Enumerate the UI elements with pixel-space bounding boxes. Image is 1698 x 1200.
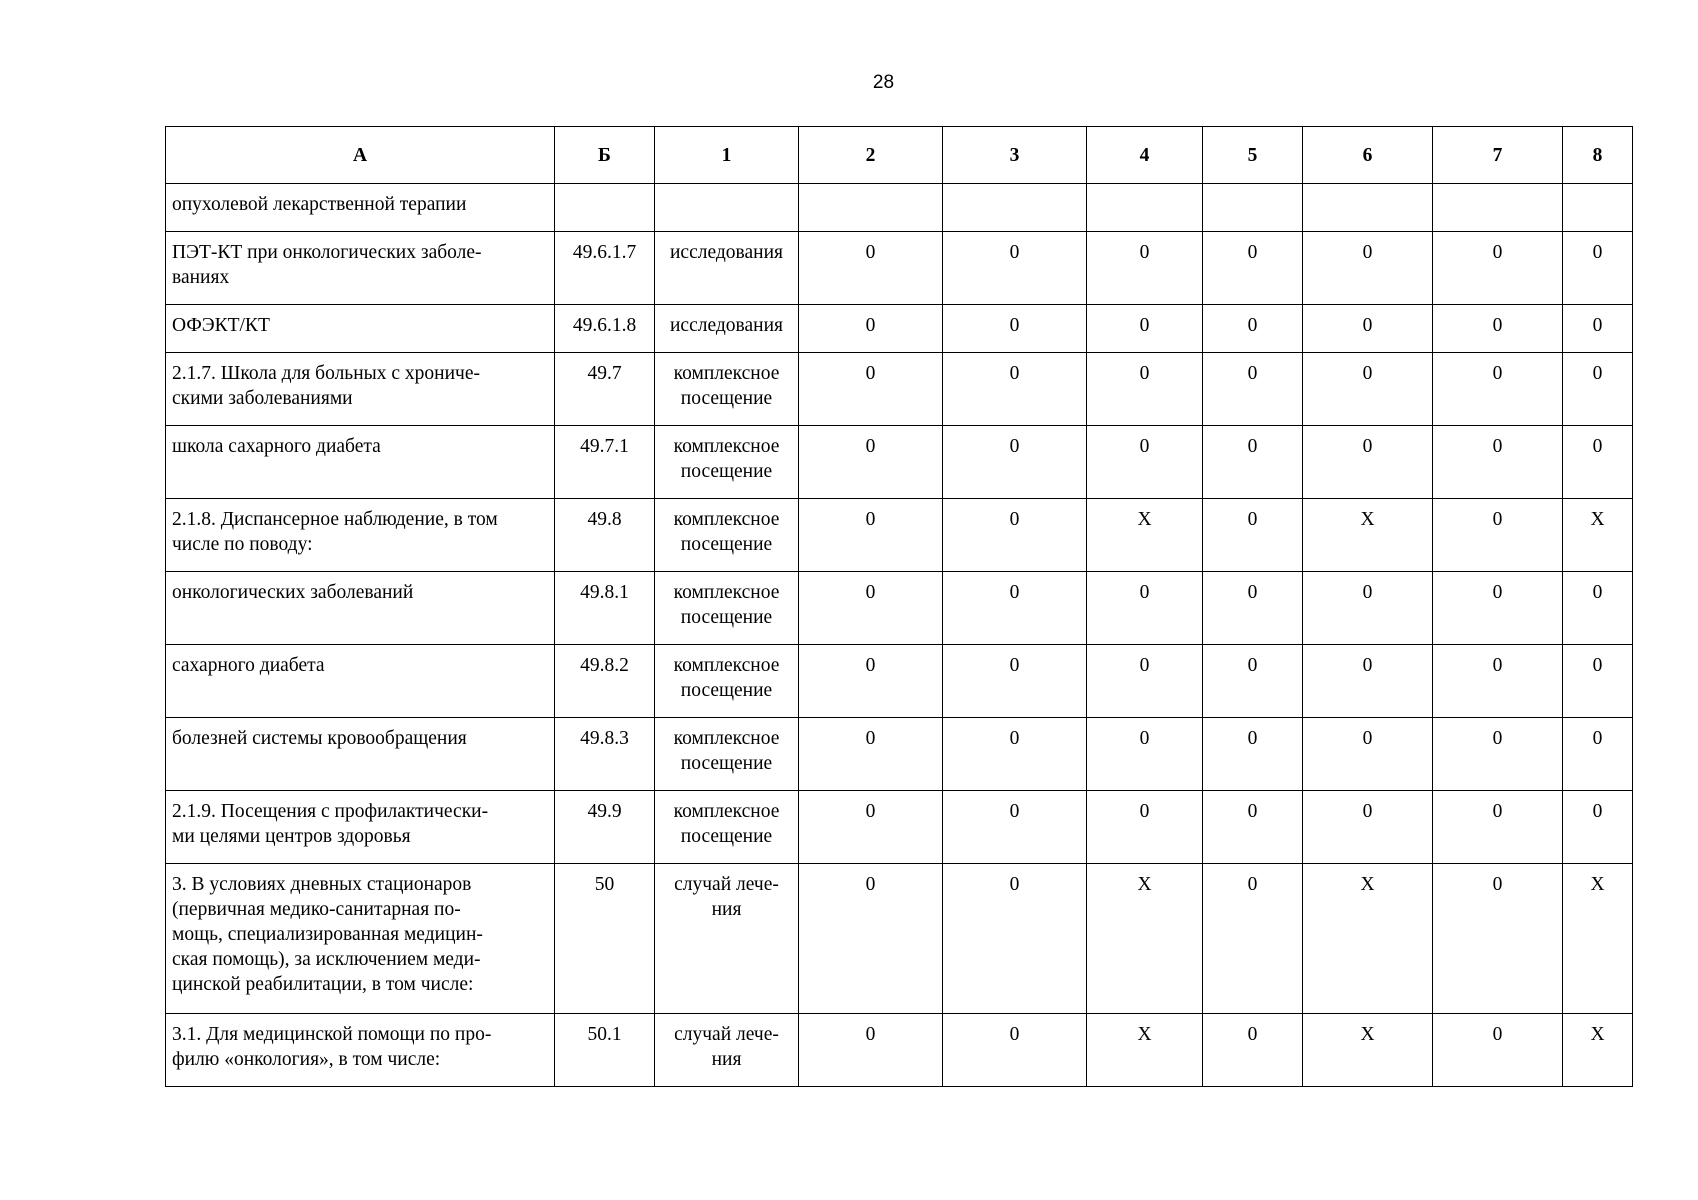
row-value-cell: 0 [943, 645, 1087, 718]
row-value-cell: X [1563, 499, 1633, 572]
table-row [166, 426, 1633, 499]
row-value-cell: 0 [1433, 426, 1563, 499]
row-value-cell: 0 [1433, 572, 1563, 645]
column-header: 8 [1563, 127, 1633, 184]
row-name-line: опухолевой лекарственной терапии [172, 194, 467, 215]
row-name-cell [166, 305, 555, 353]
row-value-cell [1303, 184, 1433, 232]
row-unit-line: посещение [680, 680, 773, 701]
row-unit-cell [655, 645, 799, 718]
row-value-cell: 0 [943, 232, 1087, 305]
table-row [166, 645, 1633, 718]
row-unit-line: случай лече- [674, 874, 779, 895]
row-unit-cell [655, 499, 799, 572]
row-value-cell: 0 [1203, 305, 1303, 353]
column-header: 2 [799, 127, 943, 184]
row-unit-cell [655, 353, 799, 426]
row-value-cell: 0 [1303, 572, 1433, 645]
row-name-cell [166, 232, 555, 305]
row-name-line: мощь, специализированная медицин- [172, 924, 483, 945]
row-value-cell: 0 [1203, 426, 1303, 499]
row-unit-line: комплексное [673, 582, 780, 603]
row-value-cell: 0 [1087, 232, 1203, 305]
row-unit-line: посещение [680, 534, 773, 555]
row-unit-line: посещение [680, 388, 773, 409]
row-name-line: числе по поводу: [172, 534, 313, 555]
row-value-cell: 0 [943, 718, 1087, 791]
column-header: 5 [1203, 127, 1303, 184]
row-value-cell: 0 [1433, 864, 1563, 1014]
row-name-cell [166, 645, 555, 718]
row-unit-line: посещение [680, 753, 773, 774]
row-value-cell: 0 [943, 499, 1087, 572]
column-header: 4 [1087, 127, 1203, 184]
row-value-cell [1087, 184, 1203, 232]
table-row [166, 791, 1633, 864]
row-unit-line: посещение [680, 461, 773, 482]
row-unit-cell [655, 305, 799, 353]
row-value-cell: 0 [799, 1014, 943, 1087]
row-code-cell: 49.8 [555, 499, 655, 572]
row-name-cell [166, 184, 555, 232]
row-value-cell: 0 [799, 353, 943, 426]
row-name-line: ми целями центров здоровья [172, 826, 411, 847]
row-value-cell: 0 [1563, 426, 1633, 499]
row-name-cell [166, 572, 555, 645]
row-unit-cell [655, 791, 799, 864]
row-name-cell [166, 718, 555, 791]
row-unit-line: посещение [680, 826, 773, 847]
row-value-cell: X [1087, 864, 1203, 1014]
row-name-line: скими заболеваниями [172, 388, 353, 409]
row-value-cell: 0 [943, 1014, 1087, 1087]
row-value-cell: X [1087, 1014, 1203, 1087]
table-row [166, 718, 1633, 791]
row-value-cell: 0 [1303, 305, 1433, 353]
row-value-cell: 0 [1303, 232, 1433, 305]
row-value-cell: 0 [1303, 718, 1433, 791]
row-name-line: 3. В условиях дневных стационаров [172, 874, 472, 895]
row-name-line: филю «онкология», в том числе: [172, 1049, 441, 1070]
row-value-cell: 0 [1303, 791, 1433, 864]
row-value-cell: X [1563, 864, 1633, 1014]
row-unit-cell [655, 718, 799, 791]
row-unit-line: случай лече- [674, 1024, 779, 1045]
row-value-cell: 0 [1563, 353, 1633, 426]
row-value-cell: 0 [943, 791, 1087, 864]
row-value-cell: 0 [1087, 426, 1203, 499]
row-name-cell [166, 1014, 555, 1087]
row-value-cell: 0 [799, 426, 943, 499]
row-value-cell: 0 [1087, 791, 1203, 864]
row-value-cell: 0 [1203, 353, 1303, 426]
column-header: А [166, 127, 555, 184]
row-code-cell [555, 184, 655, 232]
row-value-cell: 0 [1203, 1014, 1303, 1087]
data-table [165, 126, 1633, 1087]
row-unit-line: ния [711, 899, 742, 920]
row-value-cell: 0 [1203, 572, 1303, 645]
row-name-line: сахарного диабета [172, 655, 325, 676]
row-code-cell: 49.8.2 [555, 645, 655, 718]
row-value-cell [943, 184, 1087, 232]
row-unit-cell [655, 572, 799, 645]
row-unit-line: комплексное [673, 801, 780, 822]
row-code-cell: 49.6.1.7 [555, 232, 655, 305]
row-value-cell: 0 [1563, 645, 1633, 718]
table-row [166, 572, 1633, 645]
table-row [166, 184, 1633, 232]
row-code-cell: 49.7.1 [555, 426, 655, 499]
row-unit-cell [655, 864, 799, 1014]
row-value-cell: 0 [1563, 572, 1633, 645]
row-value-cell: X [1563, 1014, 1633, 1087]
row-value-cell: 0 [1433, 645, 1563, 718]
row-code-cell: 50.1 [555, 1014, 655, 1087]
row-value-cell [1203, 184, 1303, 232]
row-name-line: 2.1.9. Посещения с профилактически- [172, 801, 489, 822]
row-name-cell [166, 499, 555, 572]
row-unit-cell [655, 426, 799, 499]
row-unit-cell [655, 232, 799, 305]
row-value-cell: 0 [799, 718, 943, 791]
row-value-cell: 0 [1433, 232, 1563, 305]
row-value-cell: 0 [799, 645, 943, 718]
row-value-cell: 0 [1203, 645, 1303, 718]
row-value-cell [1563, 184, 1633, 232]
table-row [166, 232, 1633, 305]
row-name-line: онкологических заболеваний [172, 582, 414, 603]
row-code-cell: 49.7 [555, 353, 655, 426]
row-value-cell: X [1303, 499, 1433, 572]
row-value-cell: 0 [1303, 353, 1433, 426]
row-code-cell: 49.8.3 [555, 718, 655, 791]
row-name-line: ваниях [172, 267, 230, 288]
row-value-cell: 0 [1433, 718, 1563, 791]
table-row [166, 305, 1633, 353]
row-value-cell: 0 [1203, 499, 1303, 572]
row-value-cell: 0 [1433, 1014, 1563, 1087]
column-header: 6 [1303, 127, 1433, 184]
row-value-cell [799, 184, 943, 232]
row-value-cell: 0 [943, 572, 1087, 645]
row-value-cell: 0 [1433, 499, 1563, 572]
row-name-line: цинской реабилитации, в том числе: [172, 974, 474, 995]
column-header: 1 [655, 127, 799, 184]
row-unit-line: комплексное [673, 728, 780, 749]
table-body [166, 184, 1633, 1087]
row-value-cell: 0 [1203, 232, 1303, 305]
table-row [166, 1014, 1633, 1087]
row-unit-line: ния [711, 1049, 742, 1070]
row-value-cell: 0 [1303, 426, 1433, 499]
row-value-cell: 0 [1563, 232, 1633, 305]
row-value-cell: 0 [799, 232, 943, 305]
row-value-cell: 0 [799, 864, 943, 1014]
row-code-cell: 49.8.1 [555, 572, 655, 645]
row-name-cell [166, 426, 555, 499]
row-value-cell: 0 [1203, 791, 1303, 864]
column-header: Б [555, 127, 655, 184]
row-value-cell: 0 [1563, 791, 1633, 864]
row-value-cell: 0 [1087, 305, 1203, 353]
row-name-cell [166, 864, 555, 1014]
table-row [166, 864, 1633, 1014]
row-value-cell: 0 [1303, 645, 1433, 718]
row-value-cell: 0 [943, 864, 1087, 1014]
row-unit-line: комплексное [673, 363, 780, 384]
row-name-line: ОФЭКТ/КТ [172, 315, 270, 336]
table-row [166, 499, 1633, 572]
row-value-cell: 0 [1433, 353, 1563, 426]
row-value-cell: 0 [1433, 791, 1563, 864]
row-name-cell [166, 353, 555, 426]
row-code-cell: 49.9 [555, 791, 655, 864]
row-value-cell [1433, 184, 1563, 232]
row-value-cell: 0 [1087, 572, 1203, 645]
row-unit-line: исследования [670, 315, 783, 336]
row-value-cell: X [1303, 864, 1433, 1014]
row-unit-line: комплексное [673, 655, 780, 676]
row-unit-cell [655, 1014, 799, 1087]
row-value-cell: 0 [799, 305, 943, 353]
row-unit-line: посещение [680, 607, 773, 628]
row-unit-line: исследования [670, 242, 783, 263]
row-value-cell: 0 [1087, 353, 1203, 426]
row-name-line: (первичная медико-санитарная по- [172, 899, 461, 920]
column-header: 3 [943, 127, 1087, 184]
row-name-cell [166, 791, 555, 864]
row-unit-line: комплексное [673, 436, 780, 457]
row-value-cell: 0 [1563, 718, 1633, 791]
row-value-cell: 0 [943, 305, 1087, 353]
column-header: 7 [1433, 127, 1563, 184]
row-value-cell: 0 [1433, 305, 1563, 353]
row-value-cell: 0 [1203, 718, 1303, 791]
row-value-cell: X [1087, 499, 1203, 572]
row-name-line: школа сахарного диабета [172, 436, 381, 457]
table-row [166, 353, 1633, 426]
row-value-cell: 0 [799, 572, 943, 645]
row-value-cell: 0 [1203, 864, 1303, 1014]
row-unit-cell [655, 184, 799, 232]
page-number: 28 [872, 72, 895, 93]
row-name-line: ПЭТ-КТ при онкологических заболе- [172, 242, 482, 263]
row-value-cell: X [1303, 1014, 1433, 1087]
row-value-cell: 0 [799, 791, 943, 864]
header-row [166, 127, 1633, 184]
row-name-line: болезней системы кровообращения [172, 728, 467, 749]
row-name-line: ская помощь), за исключением меди- [172, 949, 481, 970]
row-name-line: 2.1.7. Школа для больных с хрониче- [172, 363, 480, 384]
row-value-cell: 0 [1087, 718, 1203, 791]
row-value-cell: 0 [943, 426, 1087, 499]
row-code-cell: 49.6.1.8 [555, 305, 655, 353]
row-unit-line: комплексное [673, 509, 780, 530]
row-value-cell: 0 [799, 499, 943, 572]
row-value-cell: 0 [1563, 305, 1633, 353]
row-value-cell: 0 [1087, 645, 1203, 718]
row-value-cell: 0 [943, 353, 1087, 426]
row-code-cell: 50 [555, 864, 655, 1014]
row-name-line: 2.1.8. Диспансерное наблюдение, в том [172, 509, 498, 530]
row-name-line: 3.1. Для медицинской помощи по про- [172, 1024, 492, 1045]
